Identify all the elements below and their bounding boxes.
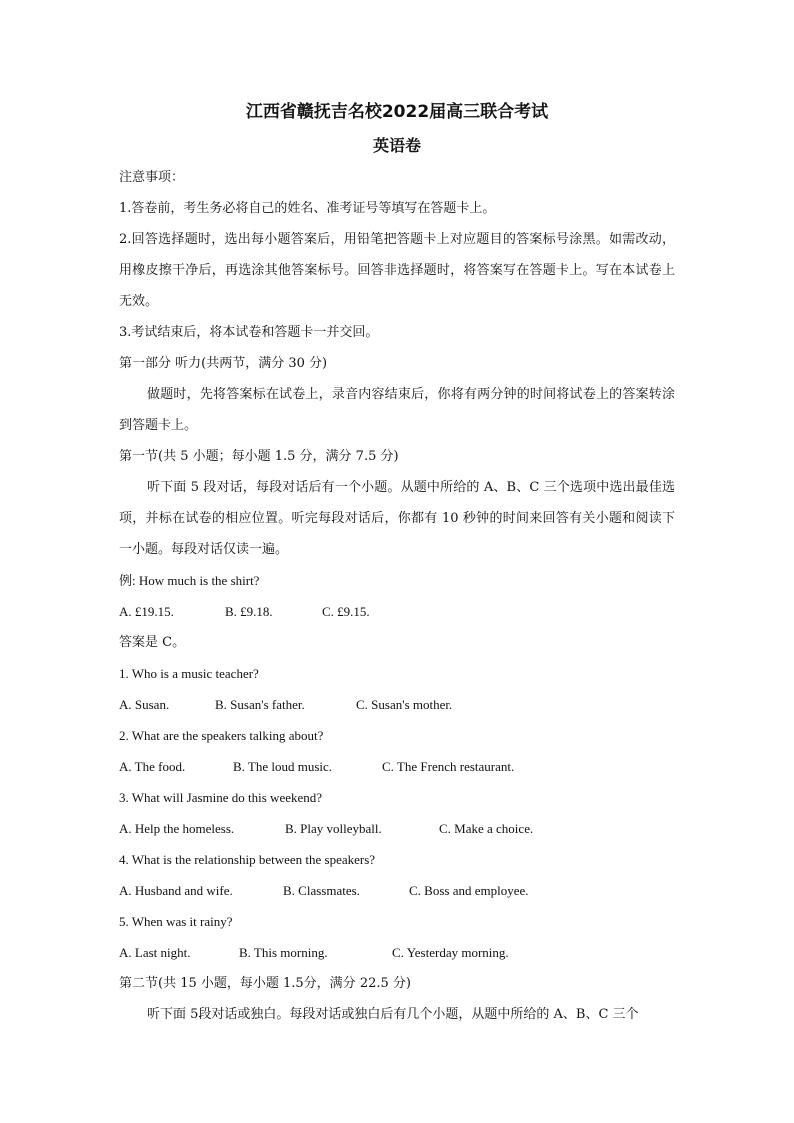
question-3-option-c: C. Make a choice. (439, 821, 534, 836)
question-1-options (119, 689, 675, 720)
question-3-option-b: B. Play volleyball. (285, 821, 382, 836)
exam-subtitle: 英语卷 (372, 136, 421, 155)
question-2-options (119, 751, 675, 782)
question-5-option-c: C. Yesterday morning. (392, 945, 509, 960)
question-5-options (119, 937, 675, 968)
question-4-option-a: A. Husband and wife. (119, 883, 233, 898)
question-1-option-a: A. Susan. (119, 697, 170, 712)
question-1-option-c: C. Susan's mother. (356, 697, 453, 712)
exam-title: 江西省赣抚吉名校2022届高三联合考试 (245, 102, 549, 122)
section1-block (119, 441, 675, 968)
example-option-c: C. £9.15. (322, 604, 370, 619)
question-5-option-b: B. This morning. (239, 945, 328, 960)
question-5-option-a: A. Last night. (119, 945, 191, 960)
section2-instruction: 听下面 5段对话或独白。每段对话或独白后有几个小题，从题中所给的 A、B、C 三个 (147, 1007, 639, 1022)
question-2: 2. What are the speakers talking about? (119, 728, 324, 743)
exam-page (119, 100, 675, 1030)
example-answer: 答案是 C。 (119, 635, 186, 650)
question-1: 1. Who is a music teacher? (119, 666, 259, 681)
notice-item-3: 3.考试结束后，将本试卷和答题卡一并交回。 (119, 325, 379, 340)
example-options (119, 596, 675, 627)
notice-item-2: 2.回答选择题时，选出每小题答案后，用铅笔把答题卡上对应题目的答案标号涂黑。如需改动，用橡皮擦干净后，再选涂其他答案标号。回答非选择题时，将答案写在答题卡上。写在本试卷上无效。 (119, 232, 675, 309)
question-3-option-a: A. Help the homeless. (119, 821, 235, 836)
question-4-option-c: C. Boss and employee. (409, 883, 529, 898)
section2-block (119, 968, 675, 1030)
example-option-a: A. £19.15. (119, 604, 174, 619)
question-1-option-b: B. Susan's father. (215, 697, 305, 712)
question-4-option-b: B. Classmates. (283, 883, 360, 898)
part1-instruction: 做题时，先将答案标在试卷上，录音内容结束后，你将有两分钟的时间将试卷上的答案转涂到答题卡上。 (119, 387, 675, 433)
notice-block (119, 162, 675, 348)
section2-heading: 第二节(共 15 小题，每小题 1.5分，满分 22.5 分) (119, 976, 411, 991)
question-4: 4. What is the relationship between the speakers? (119, 852, 376, 867)
question-4-options (119, 875, 675, 906)
notice-item-1: 1.答卷前，考生务必将自己的姓名、准考证号等填写在答题卡上。 (119, 201, 496, 216)
question-2-option-c: C. The French restaurant. (382, 759, 515, 774)
notice-heading: 注意事项： (119, 170, 185, 185)
example-option-b: B. £9.18. (225, 604, 273, 619)
question-2-option-a: A. The food. (119, 759, 186, 774)
part1-heading: 第一部分 听力(共两节，满分 30 分) (119, 356, 328, 371)
example-question: 例: How much is the shirt? (119, 573, 260, 588)
question-5: 5. When was it rainy? (119, 914, 233, 929)
part1-block (119, 348, 675, 441)
question-3: 3. What will Jasmine do this weekend? (119, 790, 323, 805)
section1-instruction: 听下面 5 段对话，每段对话后有一个小题。从题中所给的 A、B、C 三个选项中选出最佳选项，并标在试卷的相应位置。听完每段对话后，你都有 10 秒钟的时间来回答有关小题和阅读下一小题。每段对话仅读一遍。 (119, 480, 675, 557)
question-3-options (119, 813, 675, 844)
question-2-option-b: B. The loud music. (233, 759, 333, 774)
section1-heading: 第一节(共 5 小题；每小题 1.5 分，满分 7.5 分) (119, 449, 399, 464)
